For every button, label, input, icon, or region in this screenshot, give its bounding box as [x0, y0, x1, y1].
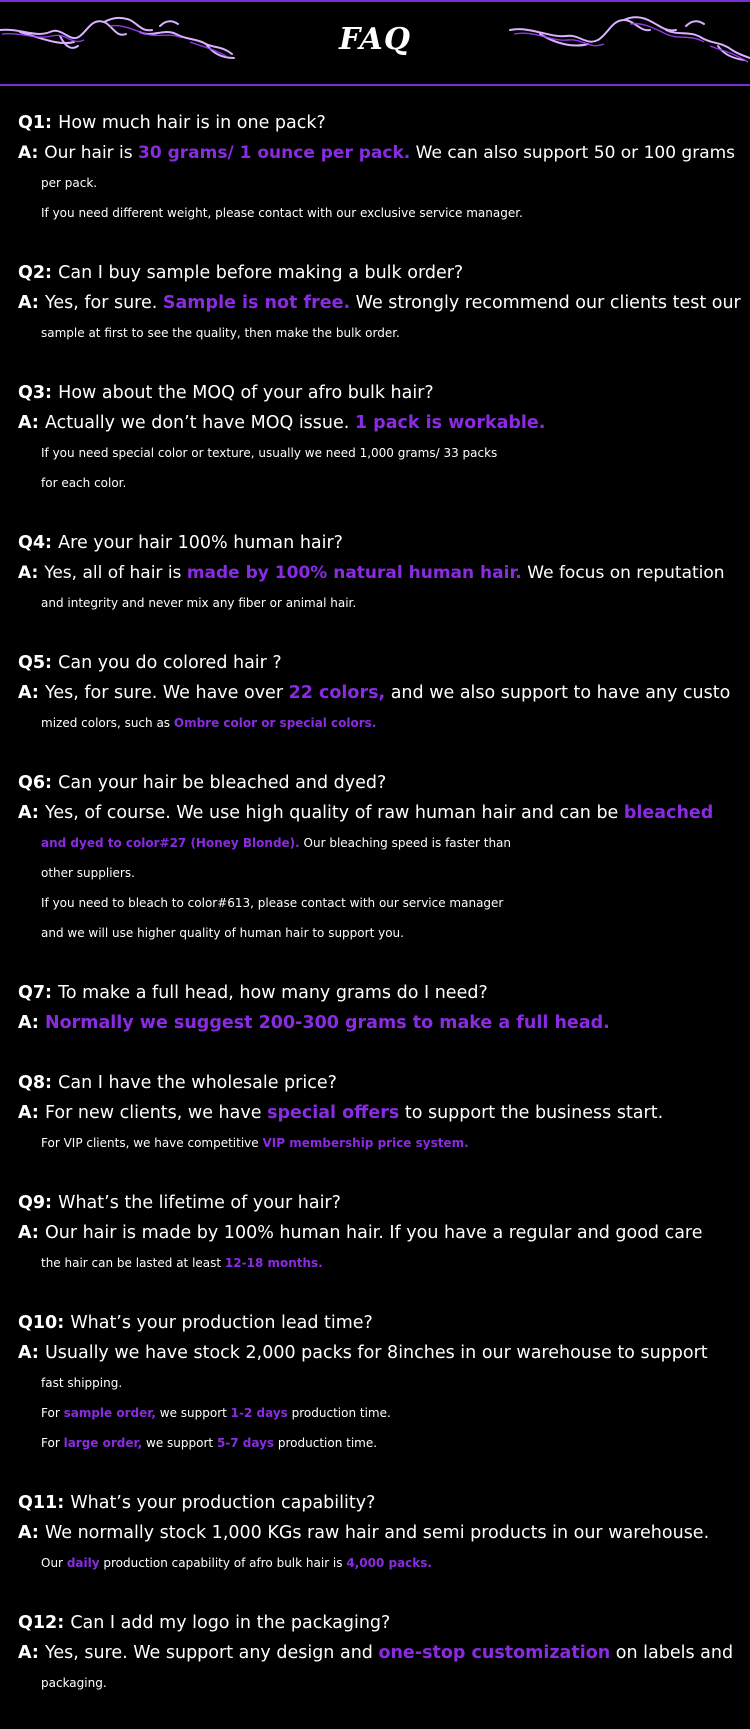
question-text: How about the MOQ of your afro bulk hair? [58, 383, 434, 403]
faq-item [18, 258, 741, 348]
question-label: Q6: [18, 773, 59, 793]
highlight-text: made by 100% natural human hair. [186, 563, 522, 583]
answer-text: For new clients, we have [44, 1103, 268, 1123]
answer-text: production capability of afro bulk hair is [99, 1556, 347, 1570]
question-text: Can I buy sample before making a bulk order? [58, 263, 464, 283]
question-label: Q2: [18, 263, 59, 283]
faq-answer-line [18, 1668, 738, 1698]
faq-answer-line [18, 1128, 738, 1158]
faq-item [18, 1608, 738, 1698]
answer-text: on labels and [610, 1643, 734, 1663]
question-text: Can your hair be bleached and dyed? [58, 773, 387, 793]
answer-text: we support [155, 1406, 231, 1420]
answer-text: For [41, 1436, 64, 1450]
faq-item [18, 768, 738, 948]
faq-answer-line [18, 408, 738, 438]
faq-question [18, 528, 738, 558]
question-text: How much hair is in one pack? [58, 113, 326, 133]
question-text: What’s your production capability? [70, 1493, 376, 1513]
highlight-text: daily [66, 1556, 100, 1570]
answer-text: Usually we have stock 2,000 packs for 8inches in our warehouse to support [44, 1343, 708, 1363]
highlight-text: 30 grams/ 1 ounce per pack. [138, 143, 411, 163]
faq-item [18, 528, 738, 618]
faq-answer-line [18, 138, 738, 168]
faq-item [18, 1068, 738, 1158]
answer-text: We strongly recommend our clients test our [350, 293, 741, 313]
faq-question [18, 378, 738, 408]
faq-answer-line [18, 1338, 738, 1368]
faq-item [18, 1308, 738, 1458]
highlight-text: 1-2 days [230, 1406, 288, 1420]
faq-answer-line [18, 1638, 738, 1668]
highlight-text: VIP membership price system. [262, 1136, 469, 1150]
question-label: Q9: [18, 1193, 59, 1213]
faq-answer-line [18, 888, 738, 918]
faq-answer-line [18, 1518, 738, 1548]
highlight-text: Normally we suggest 200-300 grams to make a full head. [44, 1013, 610, 1033]
highlight-text: 1 pack is workable. [354, 413, 546, 433]
answer-text: Actually we don’t have MOQ issue. [44, 413, 355, 433]
answer-text: the hair can be lasted at least [41, 1256, 225, 1270]
question-text: Can I have the wholesale price? [58, 1073, 337, 1093]
question-text: Can you do colored hair ? [58, 653, 282, 673]
faq-item [18, 108, 738, 228]
answer-text: mized colors, such as [41, 716, 174, 730]
faq-answer-line [18, 318, 738, 348]
answer-text: and we also support to have any custo [385, 683, 731, 703]
question-text: What’s your production lead time? [70, 1313, 373, 1333]
faq-answer-line [18, 1428, 738, 1458]
answer-text: Our [41, 1556, 67, 1570]
question-label: Q10: [18, 1313, 71, 1333]
answer-text: production time. [274, 1436, 378, 1450]
highlight-text: special offers [267, 1103, 400, 1123]
question-label: Q11: [18, 1493, 71, 1513]
faq-question [18, 258, 738, 288]
page-title: FAQ [339, 22, 411, 57]
faq-list [18, 108, 741, 1728]
answer-text: For [41, 1406, 64, 1420]
faq-question [18, 768, 738, 798]
answer-text: Yes, for sure. [44, 293, 163, 313]
question-text: Are your hair 100% human hair? [58, 533, 343, 553]
highlight-text: 22 colors, [288, 683, 386, 703]
faq-answer-line [18, 828, 738, 858]
faq-answer-line [18, 588, 738, 618]
highlight-text: Ombre color or special colors. [173, 716, 377, 730]
answer-text: to support the business start. [399, 1103, 664, 1123]
faq-answer-line [18, 1218, 738, 1248]
faq-question [18, 1488, 738, 1518]
faq-answer-line [18, 858, 738, 888]
answer-text: packaging. [41, 1676, 107, 1690]
faq-answer-line [18, 468, 738, 498]
faq-question [18, 648, 738, 678]
highlight-text: 4,000 packs. [346, 1556, 432, 1570]
answer-label: A: [18, 1643, 45, 1663]
faq-answer-line [18, 918, 738, 948]
answer-text: other suppliers. [41, 866, 135, 880]
faq-answer-line [18, 168, 738, 198]
faq-answer-line [18, 708, 738, 738]
answer-label: A: [18, 413, 45, 433]
faq-answer-line [18, 1398, 738, 1428]
question-text: To make a full head, how many grams do I need? [58, 983, 488, 1003]
question-label: Q1: [18, 113, 59, 133]
highlight-text: 12-18 months. [224, 1256, 323, 1270]
highlight-text: bleached [623, 803, 714, 823]
faq-answer-line [18, 198, 738, 228]
answer-text: fast shipping. [41, 1376, 123, 1390]
answer-text: Our bleaching speed is faster than [299, 836, 512, 850]
faq-question [18, 1068, 738, 1098]
faq-item [18, 648, 738, 738]
answer-text: We focus on reputation [521, 563, 725, 583]
faq-question [18, 108, 738, 138]
faq-answer-line [18, 1248, 738, 1278]
faq-question [18, 1308, 738, 1338]
answer-label: A: [18, 293, 45, 313]
faq-answer-line [18, 558, 738, 588]
answer-label: A: [18, 143, 45, 163]
question-label: Q12: [18, 1613, 71, 1633]
question-text: Can I add my logo in the packaging? [70, 1613, 391, 1633]
faq-item [18, 978, 738, 1038]
answer-label: A: [18, 1523, 45, 1543]
answer-label: A: [18, 683, 45, 703]
answer-text: we support [142, 1436, 217, 1450]
faq-item [18, 378, 738, 498]
question-text: What’s the lifetime of your hair? [58, 1193, 341, 1213]
highlight-text: and dyed to color#27 (Honey Blonde). [41, 836, 300, 850]
answer-text: Our hair is made by 100% human hair. If you have a regular and good care [44, 1223, 703, 1243]
answer-label: A: [18, 563, 45, 583]
answer-text: and we will use higher quality of human hair to support you. [41, 926, 404, 940]
answer-text: Yes, for sure. We have over [44, 683, 289, 703]
answer-text: For VIP clients, we have competitive [41, 1136, 263, 1150]
faq-answer-line [18, 1008, 738, 1038]
answer-text: If you need to bleach to color#613, please contact with our service manager [41, 896, 504, 910]
answer-text: and integrity and never mix any fiber or animal hair. [41, 596, 357, 610]
answer-text: production time. [287, 1406, 391, 1420]
highlight-text: Sample is not free. [162, 293, 351, 313]
answer-label: A: [18, 1223, 45, 1243]
highlight-text: sample order, [63, 1406, 156, 1420]
faq-answer-line [18, 678, 738, 708]
answer-label: A: [18, 1103, 45, 1123]
lightning-decoration-right-icon [500, 8, 750, 68]
answer-text: Our hair is [44, 143, 139, 163]
answer-text: We normally stock 1,000 KGs raw hair and semi products in our warehouse. [44, 1523, 710, 1543]
faq-answer-line [18, 1368, 738, 1398]
answer-text: per pack. [41, 176, 98, 190]
highlight-text: 5-7 days [216, 1436, 275, 1450]
faq-question [18, 1608, 738, 1638]
answer-text: We can also support 50 or 100 grams [410, 143, 736, 163]
faq-answer-line [18, 1548, 738, 1578]
answer-text: sample at first to see the quality, then make the bulk order. [41, 326, 400, 340]
question-label: Q5: [18, 653, 59, 673]
answer-label: A: [18, 803, 45, 823]
question-label: Q4: [18, 533, 59, 553]
faq-answer-line [18, 798, 738, 828]
question-label: Q3: [18, 383, 59, 403]
answer-label: A: [18, 1343, 45, 1363]
faq-item [18, 1188, 738, 1278]
answer-text: If you need special color or texture, usually we need 1,000 grams/ 33 packs [41, 446, 498, 460]
faq-header [0, 0, 750, 86]
answer-text: Yes, all of hair is [44, 563, 187, 583]
answer-text: If you need different weight, please contact with our exclusive service manager. [41, 206, 523, 220]
answer-label: A: [18, 1013, 45, 1033]
faq-answer-line [18, 1098, 738, 1128]
answer-text: Yes, of course. We use high quality of raw human hair and can be [44, 803, 624, 823]
highlight-text: one-stop customization [378, 1643, 611, 1663]
answer-text: Yes, sure. We support any design and [44, 1643, 379, 1663]
faq-answer-line [18, 438, 738, 468]
question-label: Q7: [18, 983, 59, 1003]
highlight-text: large order, [63, 1436, 143, 1450]
faq-answer-line [18, 288, 741, 318]
faq-item [18, 1488, 738, 1578]
faq-question [18, 1188, 738, 1218]
answer-text: for each color. [41, 476, 127, 490]
question-label: Q8: [18, 1073, 59, 1093]
faq-question [18, 978, 738, 1008]
